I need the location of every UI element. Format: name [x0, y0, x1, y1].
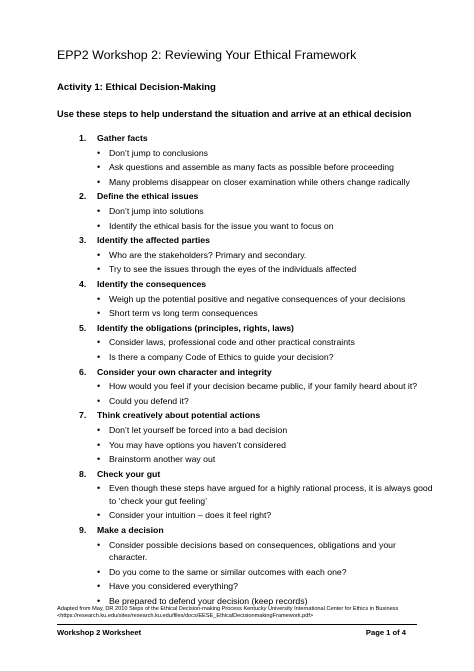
step-heading-text: Identify the consequences: [97, 278, 207, 289]
document-title: EPP2 Workshop 2: Reviewing Your Ethical Framework: [57, 48, 357, 62]
step-heading-text: Identify the obligations (principles, rights, laws): [97, 322, 294, 333]
bullet-dot-icon: •: [97, 308, 101, 319]
step-item: [79, 408, 434, 466]
step-heading: [79, 277, 434, 292]
bullet-dot-icon: •: [97, 395, 101, 406]
step-item: [79, 233, 434, 277]
bullet-item: [97, 423, 434, 438]
bullet-dot-icon: •: [97, 206, 101, 217]
bullet-list: [79, 423, 434, 467]
step-heading: [79, 467, 434, 482]
bullet-item: [97, 579, 434, 594]
bullet-text: Brainstorm another way out: [109, 454, 216, 465]
bullet-dot-icon: •: [97, 337, 101, 348]
step-heading: [79, 523, 434, 538]
bullet-text: Try to see the issues through the eyes of the individuals affected: [109, 264, 357, 275]
bullet-text: Ask questions and assemble as many facts as possible before proceeding: [109, 162, 394, 173]
footer-divider: [57, 624, 417, 625]
bullet-text: Identify the ethical basis for the issue you want to focus on: [109, 220, 334, 231]
steps-list: [79, 131, 434, 608]
footnote-line-2: <https://research.ku.edu/sites/research.ku.edu/files/docs/EESE_EthicalDecisionmakingFramework.pdf>: [57, 613, 314, 620]
bullet-item: [97, 335, 434, 350]
bullet-text: Could you defend it?: [109, 395, 189, 406]
step-heading-text: Make a decision: [97, 524, 164, 535]
bullet-list: [79, 481, 434, 523]
step-number: 8.: [79, 468, 87, 479]
bullet-item: [97, 508, 434, 523]
bullet-item: [97, 437, 434, 452]
bullet-text: How would you feel if your decision became public, if your family heard about it?: [109, 381, 418, 392]
intro-text: Use these steps to help understand the situation and arrive at an ethical decision: [57, 109, 412, 119]
step-item: [79, 467, 434, 523]
bullet-dot-icon: •: [97, 595, 101, 606]
bullet-dot-icon: •: [97, 176, 101, 187]
step-number: 5.: [79, 322, 87, 333]
bullet-item: [97, 219, 434, 234]
bullet-text: You may have options you haven’t considered: [109, 439, 286, 450]
bullet-text: Consider possible decisions based on consequences, obligations and your character.: [109, 539, 396, 562]
step-number: 9.: [79, 524, 87, 535]
bullet-text: Don’t let yourself be forced into a bad decision: [109, 424, 288, 435]
bullet-item: [97, 204, 434, 219]
bullet-item: [97, 394, 434, 409]
bullet-item: [97, 537, 434, 564]
step-heading-text: Identify the affected parties: [97, 235, 210, 246]
step-heading: [79, 321, 434, 336]
bullet-list: [79, 379, 434, 408]
bullet-text: Consider laws, professional code and other practical constraints: [109, 337, 355, 348]
bullet-text: Do you come to the same or similar outcomes with each one?: [109, 566, 347, 577]
bullet-dot-icon: •: [97, 381, 101, 392]
bullet-item: [97, 146, 434, 161]
bullet-dot-icon: •: [97, 293, 101, 304]
bullet-dot-icon: •: [97, 162, 101, 173]
bullet-item: [97, 452, 434, 467]
step-heading: [79, 189, 434, 204]
step-number: 3.: [79, 235, 87, 246]
bullet-text: Is there a company Code of Ethics to guide your decision?: [109, 352, 334, 362]
step-heading: [79, 233, 434, 248]
bullet-dot-icon: •: [97, 539, 101, 550]
step-item: [79, 365, 434, 409]
step-item: [79, 321, 434, 365]
bullet-item: [97, 175, 434, 190]
bullet-text: Don’t jump into solutions: [109, 206, 204, 217]
footnote-line-1: Adapted from May, DR 2010 Steps of the Ethical Decision-making Process Kentucky University International Center for Ethics in Business: [57, 606, 399, 612]
step-number: 1.: [79, 133, 87, 143]
step-heading: [79, 408, 434, 423]
bullet-list: [79, 146, 434, 190]
step-number: 7.: [79, 410, 87, 421]
step-heading: [79, 131, 434, 146]
bullet-item: [97, 564, 434, 579]
step-item: [79, 131, 434, 189]
bullet-list: [79, 204, 434, 233]
page-number: Page 1 of 4: [365, 628, 406, 637]
bullet-text: Have you considered everything?: [109, 581, 238, 592]
activity-heading: Activity 1: Ethical Decision-Making: [57, 82, 216, 93]
step-item: [79, 277, 434, 321]
bullet-text: Consider your intuition – does it feel right?: [109, 510, 272, 521]
bullet-dot-icon: •: [97, 220, 101, 231]
step-number: 6.: [79, 366, 87, 377]
bullet-item: [97, 379, 434, 394]
bullet-text: Weigh up the potential positive and negative consequences of your decisions: [109, 293, 406, 304]
bullet-dot-icon: •: [97, 249, 101, 260]
bullet-list: [79, 335, 434, 364]
bullet-item: [97, 262, 434, 277]
bullet-text: Even though these steps have argued for a highly rational process, it is always good to ‘check your gut feeling’: [109, 483, 433, 506]
bullet-item: [97, 292, 434, 307]
bullet-text: Who are the stakeholders? Primary and secondary.: [109, 249, 307, 260]
bullet-list: [79, 292, 434, 321]
footnote: [57, 606, 417, 620]
bullet-dot-icon: •: [97, 566, 101, 577]
step-number: 4.: [79, 278, 87, 289]
bullet-dot-icon: •: [97, 483, 101, 494]
step-heading-text: Consider your own character and integrity: [97, 366, 272, 377]
bullet-dot-icon: •: [97, 264, 101, 275]
step-item: [79, 523, 434, 608]
bullet-dot-icon: •: [97, 352, 101, 362]
bullet-dot-icon: •: [97, 424, 101, 435]
bullet-list: [79, 537, 434, 608]
bullet-item: [97, 160, 434, 175]
footer-left-label: Workshop 2 Worksheet: [57, 628, 142, 637]
step-heading-text: Think creatively about potential actions: [97, 410, 261, 421]
bullet-item: [97, 306, 434, 321]
bullet-dot-icon: •: [97, 510, 101, 521]
bullet-text: Be prepared to defend your decision (keep records): [109, 595, 308, 606]
bullet-dot-icon: •: [97, 147, 101, 158]
bullet-dot-icon: •: [97, 439, 101, 450]
bullet-item: [97, 248, 434, 263]
bullet-item: [97, 350, 434, 365]
step-item: [79, 189, 434, 233]
step-heading: [79, 365, 434, 380]
bullet-dot-icon: •: [97, 454, 101, 465]
bullet-item: [97, 481, 434, 508]
bullet-dot-icon: •: [97, 581, 101, 592]
step-heading-text: Check your gut: [97, 468, 161, 479]
step-heading-text: Gather facts: [97, 133, 148, 143]
bullet-text: Many problems disappear on closer examination while others change radically: [109, 176, 410, 187]
step-heading-text: Define the ethical issues: [97, 191, 199, 202]
bullet-text: Short term vs long term consequences: [109, 308, 258, 319]
step-number: 2.: [79, 191, 87, 202]
bullet-text: Don’t jump to conclusions: [109, 147, 208, 158]
bullet-list: [79, 248, 434, 277]
